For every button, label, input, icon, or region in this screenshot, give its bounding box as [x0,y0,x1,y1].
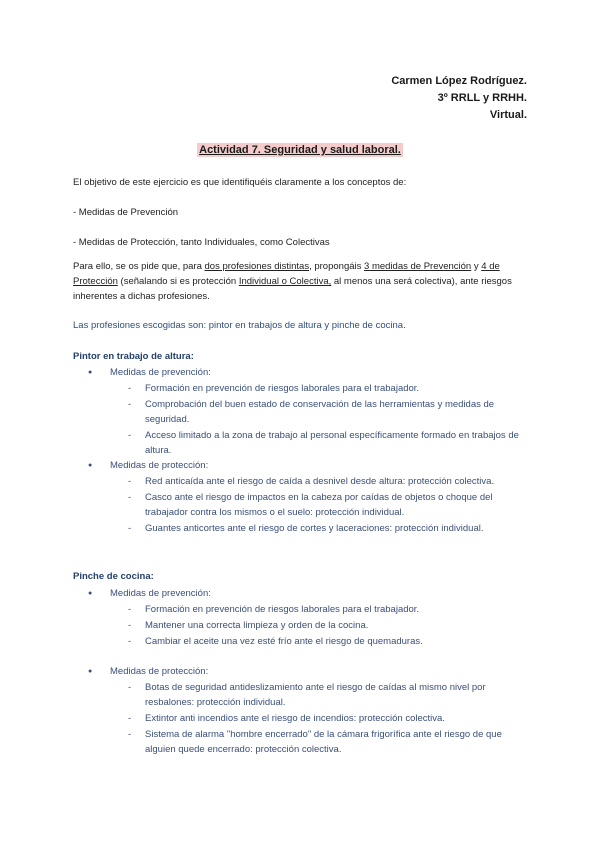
list-item: - Formación en prevención de riesgos laborales para el trabajador. [73,381,533,396]
list-item: - Formación en prevención de riesgos laborales para el trabajador. [73,602,533,617]
list-item: - Casco ante el riesgo de impactos en la cabeza por caídas de objetos o choque del trabajador contra los mismos o el suelo: protección individual. [73,490,533,520]
list-item: - Cambiar el aceite una vez esté frío ante el riesgo de quemaduras. [73,634,533,649]
instructions-individual-collective: Individual o Colectiva, [238,276,332,287]
kitchen-prevention-label: ● Medidas de prevención: [73,586,533,601]
list-item: - Extintor anti incendios ante el riesgo de incendios: protección colectiva. [73,711,533,726]
spacer [73,649,533,664]
kitchen-protection-label: ● Medidas de protección: [73,664,533,679]
painter-measures-list [73,365,533,536]
page-title: Actividad 7. Seguridad y salud laboral. [199,144,401,156]
list-item: - Acceso limitado a la zona de trabajo al personal específicamente formado en trabajos de altura. [73,428,533,458]
instructions-text-c: y [471,261,482,272]
section-title-painter: Pintor en trabajo de altura: [73,351,194,362]
list-item: - Sistema de alarma "hombre encerrado" de la cámara frigorífica ante el riesgo de que alguien quede encerrado: protección colectiva. [73,727,533,757]
intro-item-prevention: - Medidas de Prevención [73,207,179,218]
author-header [391,73,527,124]
instructions-text-b: , propongáis [309,261,365,272]
painter-protection-label: ● Medidas de protección: [73,458,533,473]
list-item: - Comprobación del buen estado de conservación de las herramientas y medidas de seguridad. [73,397,533,427]
title-wrapper [0,143,600,157]
chosen-professions: Las profesiones escogidas son: pintor en trabajos de altura y pinche de cocina. [73,320,406,331]
instructions-paragraph [73,259,533,304]
instructions-four-protection: 4 de Protección [73,261,500,287]
painter-prevention-label: ● Medidas de prevención: [73,365,533,380]
author-name: Carmen López Rodríguez. [391,75,527,87]
study-mode: Virtual. [489,109,527,121]
instructions-text-e: al menos una será colectiva), ante riesgos inherentes a dichas profesiones. [73,276,512,302]
instructions-text-a: Para ello, se os pide que, para [73,261,205,272]
intro-item-protection: - Medidas de Protección, tanto Individuales, como Colectivas [73,237,330,248]
list-item: - Guantes anticortes ante el riesgo de cortes y laceraciones: protección individual. [73,521,533,536]
course-name: 3º RRLL y RRHH. [437,92,527,104]
section-title-kitchen: Pinche de cocina: [73,571,154,582]
objective-text: El objetivo de este ejercicio es que identifiquéis claramente a los conceptos de: [73,177,407,188]
instructions-three-prevention: 3 medidas de Prevención [364,261,472,272]
list-item: - Mantener una correcta limpieza y orden de la cocina. [73,618,533,633]
instructions-text-d: (señalando si es protección [117,276,239,287]
instructions-two-professions: dos profesiones distintas [204,261,310,272]
list-item: - Red anticaída ante el riesgo de caída a desnivel desde altura: protección colectiva. [73,474,533,489]
list-item: - Botas de seguridad antideslizamiento ante el riesgo de caídas al mismo nivel por resbalones: protección individual. [73,680,533,710]
kitchen-measures-list [73,586,533,757]
